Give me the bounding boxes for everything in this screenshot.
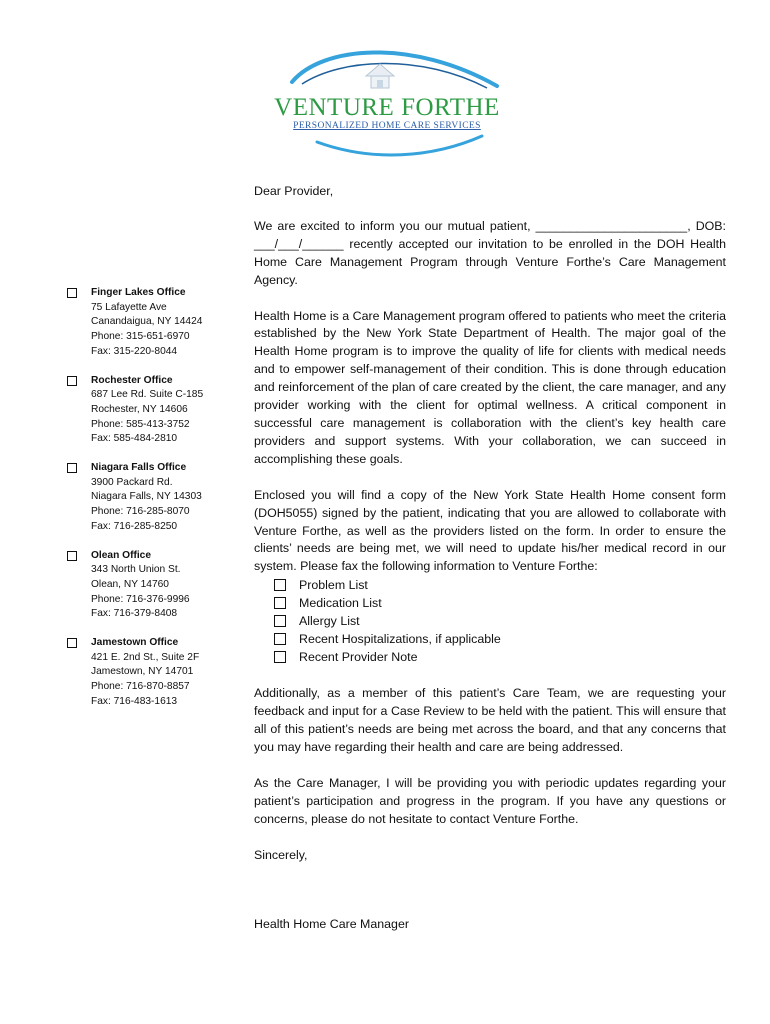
office-address: 421 E. 2nd St., Suite 2F <box>91 651 200 663</box>
checklist-item <box>274 612 726 630</box>
checkbox[interactable] <box>274 633 286 645</box>
office-jamestown <box>67 636 237 710</box>
office-list <box>67 286 237 724</box>
letter-health-home-paragraph: Health Home is a Care Management program offered to patients who meet the criteria established by the New York State Department of Health. The major goal of the Health Home program is to improve the quality of life for clients with medical needs and to empower self-management of their condition. This is done through education and reinforcement of the plan of care created by the client, the care manager, and any provider working with the client for optimal wellness. A critical component in successful care management is collaboration with the client’s key health care providers and support systems. With your collaboration, we can succeed in accomplishing these goals. <box>254 308 726 466</box>
office-phone: Phone: 716-285-8070 <box>91 506 190 518</box>
office-fax: Fax: 716-285-8250 <box>91 520 178 532</box>
letter-enclosure-paragraph: Enclosed you will find a copy of the New York State Health Home consent form (DOH5055) signed by the patient, indicating that you are allowed to collaborate with Venture Forthe, as well as the providers listed on the form. In order to ensure the clients’ needs are being met, we will need to update his/her medical record in our system. Please fax the following information to Venture Forthe: <box>254 487 726 574</box>
requested-documents-checklist <box>274 576 726 666</box>
office-checkbox[interactable] <box>67 463 77 473</box>
office-name: Rochester Office <box>91 374 173 386</box>
office-address: 75 Lafayette Ave <box>91 301 167 313</box>
checklist-item-label: Problem List <box>299 578 368 593</box>
checklist-item-label: Medication List <box>299 596 382 611</box>
logo-title: VENTURE FORTHE <box>274 94 500 121</box>
office-checkbox[interactable] <box>67 638 77 648</box>
office-name: Olean Office <box>91 549 152 561</box>
office-phone: Phone: 716-870-8857 <box>91 681 190 693</box>
office-olean <box>67 549 237 623</box>
office-address: 687 Lee Rd. Suite C-185 <box>91 389 204 401</box>
office-address: 3900 Packard Rd. <box>91 476 173 488</box>
checklist-item <box>274 594 726 612</box>
office-rochester <box>67 374 237 448</box>
letter-body <box>254 183 726 934</box>
office-name: Jamestown Office <box>91 637 179 649</box>
checklist-item-label: Recent Provider Note <box>299 650 418 665</box>
checklist-item <box>274 576 726 594</box>
checkbox[interactable] <box>274 651 286 663</box>
letter-signature: Health Home Care Manager <box>254 917 409 932</box>
office-checkbox[interactable] <box>67 376 77 386</box>
letter-feedback-paragraph: Additionally, as a member of this patient’s Care Team, we are requesting your feedback and input for a Case Review to be held with the patient. This will ensure that all of this patient’s needs are being met across the board, and that any concerns that you may have regarding their health and care are being addressed. <box>254 686 726 754</box>
office-city: Rochester, NY 14606 <box>91 403 188 415</box>
letter-intro-paragraph: We are excited to inform you our mutual patient, ______________________, DOB: ___/___/______ recently accepted our invitation to be enrolled in the DOH Health Home Care Management Program through Venture Forthe’s Care Management Agency. <box>254 218 726 287</box>
office-city: Niagara Falls, NY 14303 <box>91 491 202 503</box>
office-name: Niagara Falls Office <box>91 462 187 474</box>
office-checkbox[interactable] <box>67 551 77 561</box>
office-address: 343 North Union St. <box>91 564 181 576</box>
checkbox[interactable] <box>274 579 286 591</box>
office-niagara-falls <box>67 461 237 535</box>
office-finger-lakes <box>67 286 237 360</box>
checklist-item <box>274 648 726 666</box>
checklist-item-label: Recent Hospitalizations, if applicable <box>299 632 501 647</box>
checklist-item <box>274 630 726 648</box>
checklist-item-label: Allergy List <box>299 614 360 629</box>
letter-closing: Sincerely, <box>254 847 308 862</box>
office-phone: Phone: 315-651-6970 <box>91 331 190 343</box>
letter-greeting: Dear Provider, <box>254 184 334 198</box>
office-fax: Fax: 585-484-2810 <box>91 433 178 445</box>
office-fax: Fax: 315-220-8044 <box>91 345 178 357</box>
office-city: Canandaigua, NY 14424 <box>91 316 203 328</box>
office-phone: Phone: 716-376-9996 <box>91 593 190 605</box>
office-phone: Phone: 585-413-3752 <box>91 418 190 430</box>
checkbox[interactable] <box>274 597 286 609</box>
letter-updates-paragraph: As the Care Manager, I will be providing you with periodic updates regarding your patient’s participation and progress in the program. If you have any questions or concerns, please do not hesitate to contact Venture Forthe. <box>254 775 726 826</box>
office-city: Jamestown, NY 14701 <box>91 666 194 678</box>
checkbox[interactable] <box>274 615 286 627</box>
office-checkbox[interactable] <box>67 288 77 298</box>
office-city: Olean, NY 14760 <box>91 578 169 590</box>
logo-subtitle: PERSONALIZED HOME CARE SERVICES <box>293 121 481 131</box>
company-logo <box>262 44 512 160</box>
office-fax: Fax: 716-379-8408 <box>91 608 178 620</box>
office-fax: Fax: 716-483-1613 <box>91 695 178 707</box>
office-name: Finger Lakes Office <box>91 287 186 298</box>
